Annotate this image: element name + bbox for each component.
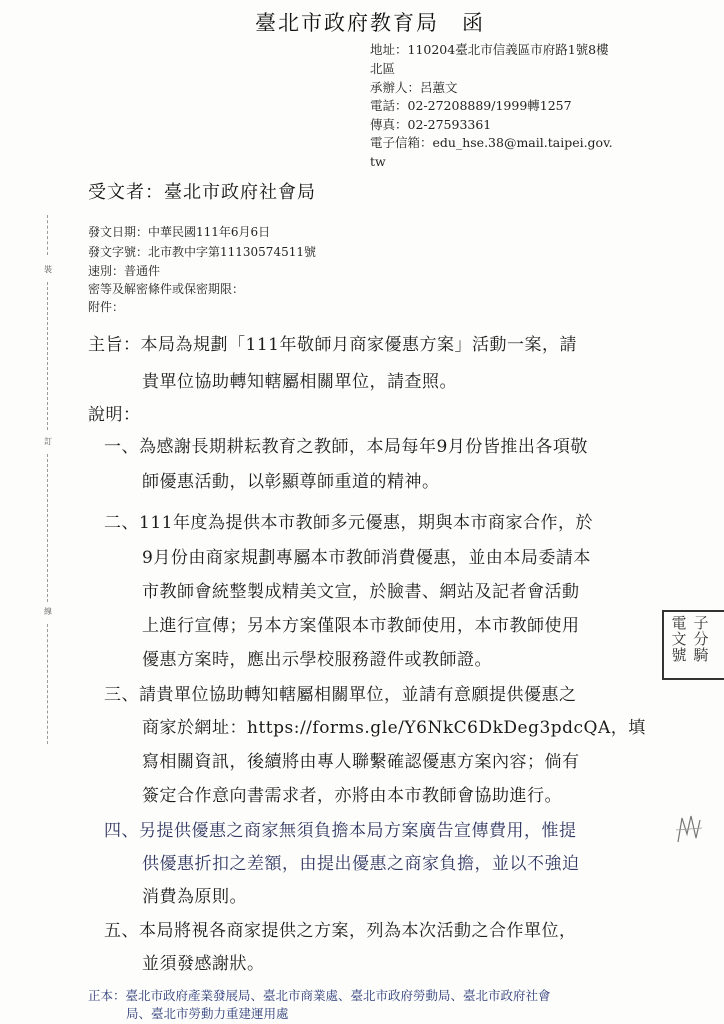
secrecy-level: 密等及解密條件或保密期限： — [88, 282, 245, 296]
explanation-item-2-cont: 市教師會統整製成精美文宣，於臉書、網站及記者會活動 — [142, 582, 580, 602]
binding-line — [47, 624, 49, 744]
stamp-char: 文 — [671, 630, 687, 648]
speed-class: 速別：普通件 — [88, 264, 161, 278]
explanation-item-4-cont: 供優惠折扣之差額，由提出優惠之商家負擔，並以不強迫 — [142, 854, 580, 874]
binding-line — [47, 282, 49, 430]
explanation-item-2-cont: 優惠方案時，應出示學校服務證件或教師證。 — [142, 650, 492, 670]
explanation-item-2-cont: 9月份由商家規劃專屬本市教師消費優惠，並由本局委請本 — [142, 548, 591, 568]
explanation-item-2-cont: 上進行宣傳；另本方案僅限本市教師使用，本市教師使用 — [142, 616, 580, 636]
document-title: 臺北市政府教育局 函 — [255, 11, 485, 35]
explanation-item-2: 二、111年度為提供本市教師多元優惠，期與本市商家合作，於 — [104, 513, 593, 533]
explanation-item-3-url-line: 商家於網址：https://forms.gle/Y6NkC6DkDeg3pdcQA，填 — [142, 718, 646, 738]
explanation-item-1: 一、為感謝長期耕耘教育之教師，本局每年9月份皆推出各項敬 — [104, 437, 588, 457]
explanation-item-4: 四、另提供優惠之商家無須負擔本局方案廣告宣傳費用，惟提 — [104, 821, 577, 841]
stamp-char: 騎 — [693, 646, 709, 664]
contact-officer: 承辦人：呂蕙文 — [370, 80, 458, 95]
contact-email: 電子信箱：edu_hse.38@mail.taipei.gov. — [370, 135, 613, 150]
electronic-document-stamp — [662, 610, 724, 680]
cc-line-2: 局、臺北市勞動力重建運用處 — [126, 1006, 289, 1021]
attachment: 附件： — [88, 300, 125, 314]
subject-line-2: 貴單位協助轉知轄屬相關單位，請查照。 — [142, 372, 457, 392]
binding-mark-ding: 訂 — [44, 437, 52, 446]
contact-phone: 電話：02-27208889/1999轉1257 — [370, 98, 572, 113]
binding-line — [47, 454, 49, 602]
explanation-item-5-cont: 並須發感謝狀。 — [142, 954, 265, 974]
explanation-item-1-cont: 師優惠活動，以彰顯尊師重道的精神。 — [142, 472, 440, 492]
contact-email-cont: tw — [370, 154, 386, 169]
stamp-char: 子 — [693, 614, 709, 632]
binding-line — [47, 215, 49, 255]
binding-mark-xian: 線 — [44, 607, 52, 616]
stamp-char: 分 — [693, 630, 709, 648]
contact-fax: 傳真：02-27593361 — [370, 117, 492, 132]
contact-address: 地址：110204臺北市信義區市府路1號8樓 — [370, 42, 609, 57]
explanation-item-3-cont: 寫相關資訊，後續將由專人聯繫確認優惠方案內容；倘有 — [142, 752, 580, 772]
explanation-item-3: 三、請貴單位協助轉知轄屬相關單位，並請有意願提供優惠之 — [104, 685, 577, 705]
explanation-item-5: 五、本局將視各商家提供之方案，列為本次活動之合作單位， — [104, 921, 577, 941]
document-number: 發文字號：北市教中字第11130574511號 — [88, 245, 316, 259]
subject-line-1: 主旨：本局為規劃「111年敬師月商家優惠方案」活動一案，請 — [88, 335, 577, 355]
stamp-char: 電 — [671, 614, 687, 632]
issue-date: 發文日期：中華民國111年6月6日 — [88, 225, 271, 239]
recipient: 受文者：臺北市政府社會局 — [88, 182, 316, 203]
binding-mark-zhuang: 裝 — [44, 265, 52, 274]
cc-line-1: 正本：臺北市政府產業發展局、臺北市商業處、臺北市政府勞動局、臺北市政府社會 — [88, 988, 551, 1003]
scribble-mark — [674, 812, 704, 846]
contact-address-cont: 北區 — [370, 61, 396, 76]
explanation-item-3-cont: 簽定合作意向書需求者，亦將由本市教師會協助進行。 — [142, 786, 562, 806]
stamp-char: 號 — [671, 646, 687, 664]
explanation-item-4-cont: 消費為原則。 — [142, 887, 247, 907]
explanation-heading: 說明： — [88, 405, 141, 425]
